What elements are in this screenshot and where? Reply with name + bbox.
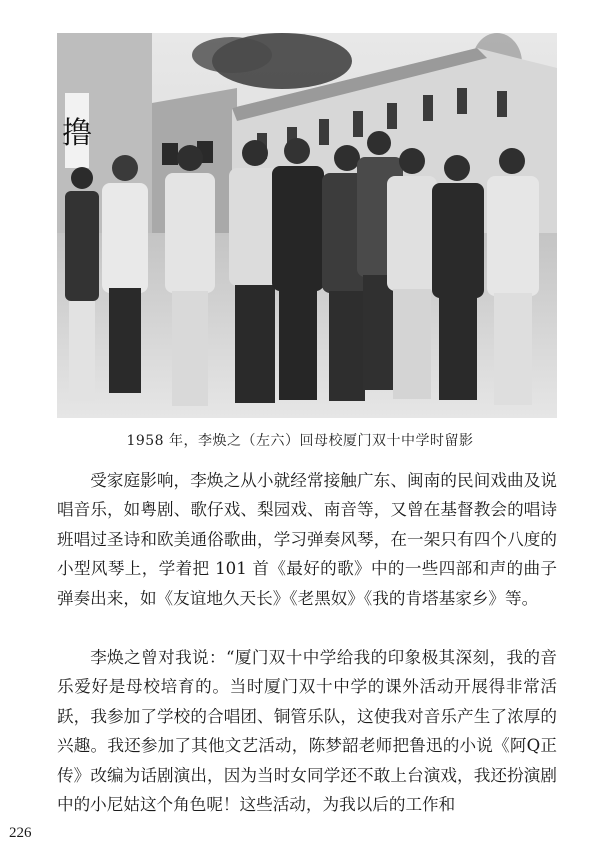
svg-text:撸: 撸 xyxy=(62,116,92,151)
photo-caption: 1958 年，李焕之（左六）回母校厦门双十中学时留影 xyxy=(126,433,474,449)
body-paragraph-1: 受家庭影响，李焕之从小就经常接触广东、闽南的民间戏曲及说唱音乐，如粤剧、歌仔戏、梨园戏、南音等，又曾在基督教会的唱诗班唱过圣诗和欧美通俗歌曲，学习弹奏风琴，在一架只有四个八度的小型风琴上，学着把 101 首《最好的歌》中的一些四部和声的曲子弹奏出来，如《友谊地久天长》《老黑奴》《我的肯塔基家乡》等。 xyxy=(57,471,557,608)
group-photo-illustration xyxy=(57,33,557,418)
group-photo xyxy=(57,33,557,418)
page-number: 226 xyxy=(9,825,32,841)
body-paragraph-2: 李焕之曾对我说：“厦门双十中学给我的印象极其深刻，我的音乐爱好是母校培育的。当时厦门双十中学的课外活动开展得非常活跃，我参加了学校的合唱团、铜管乐队，这使我对音乐产生了浓厚的兴趣。我还参加了其他文艺活动，陈梦韶老师把鲁迅的小说《阿Q正传》改编为话剧演出，因为当时女同学还不敢上台演戏，我还扮演剧中的小尼姑这个角色呢！这些活动，为我以后的工作和 xyxy=(57,648,557,815)
